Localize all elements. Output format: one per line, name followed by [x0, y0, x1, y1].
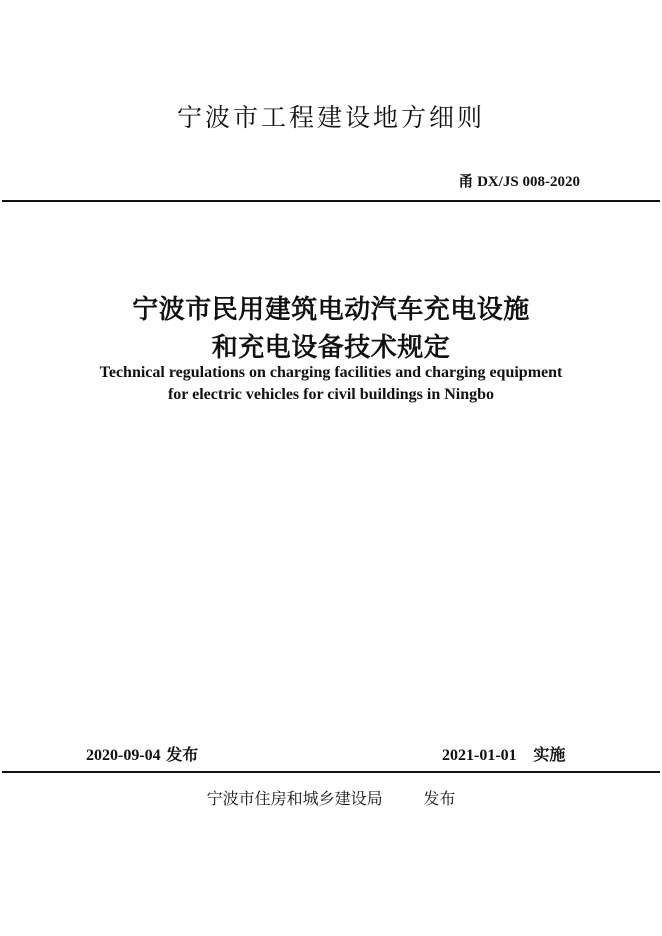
effective-date: 2021-01-01: [442, 747, 517, 764]
title-chinese-line-2: 和充电设备技术规定: [211, 333, 451, 363]
title-english-line-2: for electric vehicles for civil buildings in Ningbo: [167, 386, 495, 403]
title-english-line-1: Technical regulations on charging facilities and charging equipment: [99, 364, 563, 381]
effective-label: 实施: [533, 745, 566, 764]
effective-date-line: [442, 742, 565, 765]
series-title: 宁波市工程建设地方细则: [176, 103, 485, 132]
issue-label: 发布: [166, 745, 199, 764]
issuer-name: 宁波市住房和城乡建设局: [206, 789, 383, 808]
issue-date: 2020-09-04: [86, 747, 161, 764]
issue-date-line: [86, 742, 198, 765]
bottom-divider: [2, 771, 660, 773]
title-chinese-line-1: 宁波市民用建筑电动汽车充电设施: [132, 295, 530, 325]
standard-code: 甬 DX/JS 008-2020: [458, 174, 580, 190]
issuer-action: 发布: [423, 789, 456, 808]
top-divider: [2, 200, 660, 202]
issuer-line: [0, 786, 662, 809]
